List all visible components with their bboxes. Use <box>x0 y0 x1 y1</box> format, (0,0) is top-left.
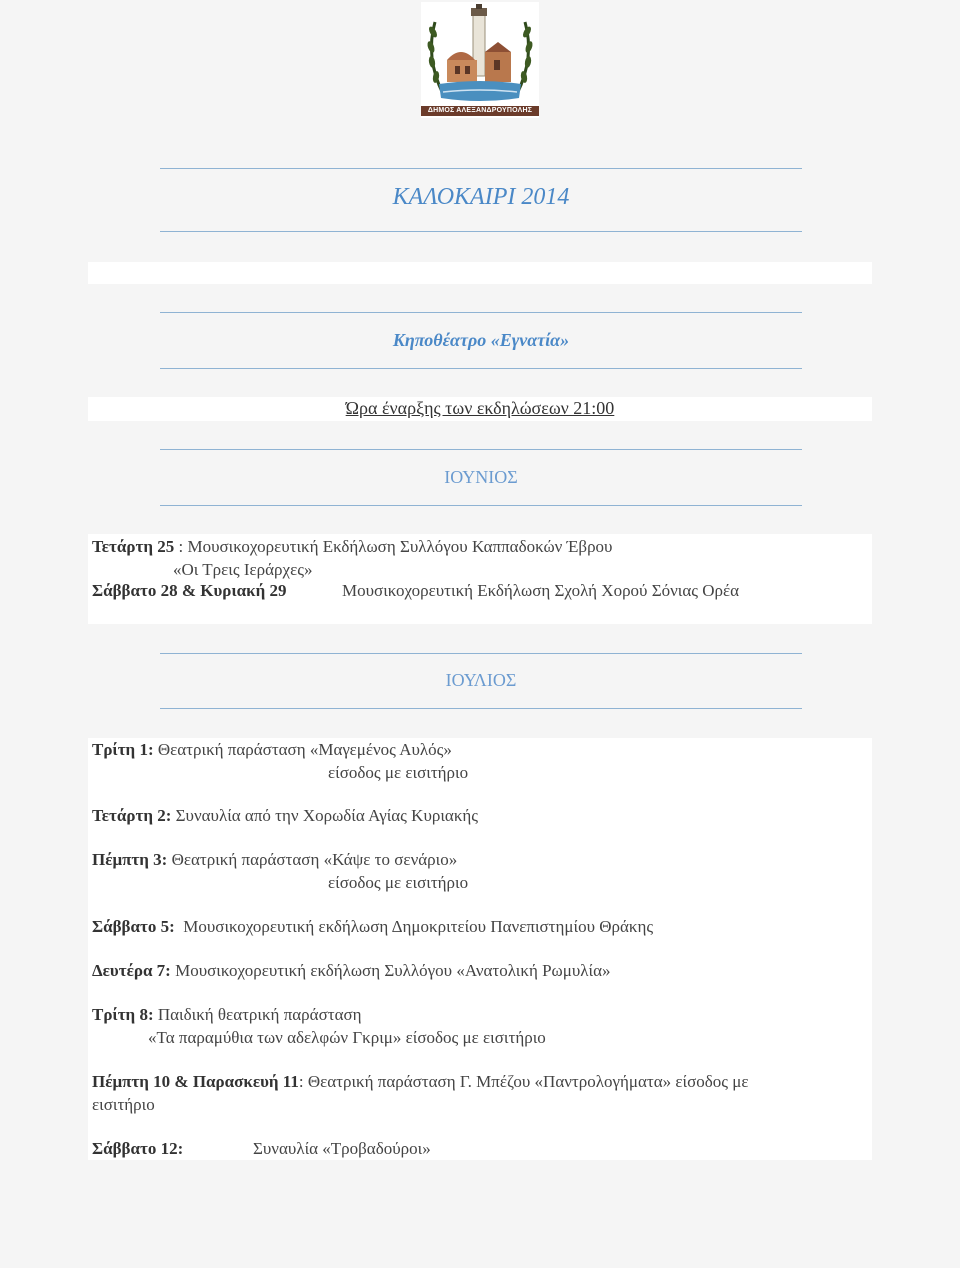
divider <box>160 505 802 506</box>
month-heading-july: ΙΟΥΛΙΟΣ <box>445 670 517 690</box>
event-text: Συναυλία από την Χορωδία Αγίας Κυριακής <box>171 806 479 825</box>
divider <box>160 653 802 654</box>
start-time: Ώρα έναρξης των εκδηλώσεων 21:00 <box>345 398 615 418</box>
municipality-logo <box>421 2 539 118</box>
event-day: Σάββατο 12: <box>92 1139 184 1158</box>
divider <box>160 168 802 169</box>
event-line <box>92 1005 362 1025</box>
divider <box>160 231 802 232</box>
event-separator: : <box>174 537 188 556</box>
event-line <box>92 917 653 937</box>
event-line <box>92 1072 749 1092</box>
event-day: Τετάρτη 25 <box>92 537 175 556</box>
divider <box>160 368 802 369</box>
divider <box>160 449 802 450</box>
event-note: είσοδος με εισιτήριο <box>328 873 469 892</box>
event-line <box>92 806 478 826</box>
logo-caption: ΔΗΜΟΣ ΑΛΕΞΑΝΔΡΟΥΠΟΛΗΣ <box>421 106 539 116</box>
event-line <box>92 581 287 601</box>
event-text: Παιδική θεατρική παράσταση <box>153 1005 362 1024</box>
event-day: Τρίτη 8: <box>92 1005 154 1024</box>
event-day: Τρίτη 1: <box>92 740 154 759</box>
event-text: : Θεατρική παράσταση Γ. Μπέζου «Παντρολογήματα» είσοδος με <box>298 1072 749 1091</box>
event-day: Σάββατο 5: <box>92 917 175 936</box>
event-wrap: εισιτήριο <box>92 1095 155 1114</box>
event-line <box>92 740 452 760</box>
venue-title: Κηποθέατρο «Εγνατία» <box>392 330 570 350</box>
event-day: Πέμπτη 3: <box>92 850 168 869</box>
event-day: Πέμπτη 10 & Παρασκευή 11 <box>92 1072 299 1091</box>
event-line <box>92 1139 183 1159</box>
event-text: Θεατρική παράσταση «Κάψε το σενάριο» <box>167 850 458 869</box>
month-heading-june: ΙΟΥΝΙΟΣ <box>444 467 518 487</box>
event-day: Τετάρτη 2: <box>92 806 172 825</box>
july-events-block <box>88 738 872 1160</box>
event-day: Δευτέρα 7: <box>92 961 171 980</box>
event-note: είσοδος με εισιτήριο <box>328 763 469 782</box>
event-text: Συναυλία «Τροβαδούροι» <box>253 1139 431 1158</box>
event-note: «Τα παραμύθια των αδελφών Γκριμ» είσοδος με εισιτήριο <box>148 1028 546 1047</box>
divider <box>160 708 802 709</box>
lighthouse-church-emblem-icon <box>421 2 539 118</box>
event-text: Μουσικοχορευτική Εκδήλωση Σχολή Χορού Σόνιας Ορέα <box>342 581 740 600</box>
event-line <box>92 961 610 981</box>
event-text: Μουσικοχορευτική εκδήλωση Δημοκριτείου Πανεπιστημίου Θράκης <box>174 917 654 936</box>
spacer-band <box>88 262 872 284</box>
season-title: ΚΑΛΟΚΑΙΡΙ 2014 <box>392 184 570 210</box>
event-text: Μουσικοχορευτική Εκδήλωση Συλλόγου Καππαδοκών Έβρου <box>187 537 613 556</box>
event-text: Θεατρική παράσταση «Μαγεμένος Αυλός» <box>153 740 452 759</box>
event-line <box>92 850 457 870</box>
event-line <box>92 537 612 557</box>
divider <box>160 312 802 313</box>
event-continuation: «Οι Τρεις Ιεράρχες» <box>173 560 313 579</box>
event-text: Μουσικοχορευτική εκδήλωση Συλλόγου «Ανατολική Ρωμυλία» <box>170 961 611 980</box>
event-day: Σάββατο 28 & Κυριακή 29 <box>92 581 287 600</box>
